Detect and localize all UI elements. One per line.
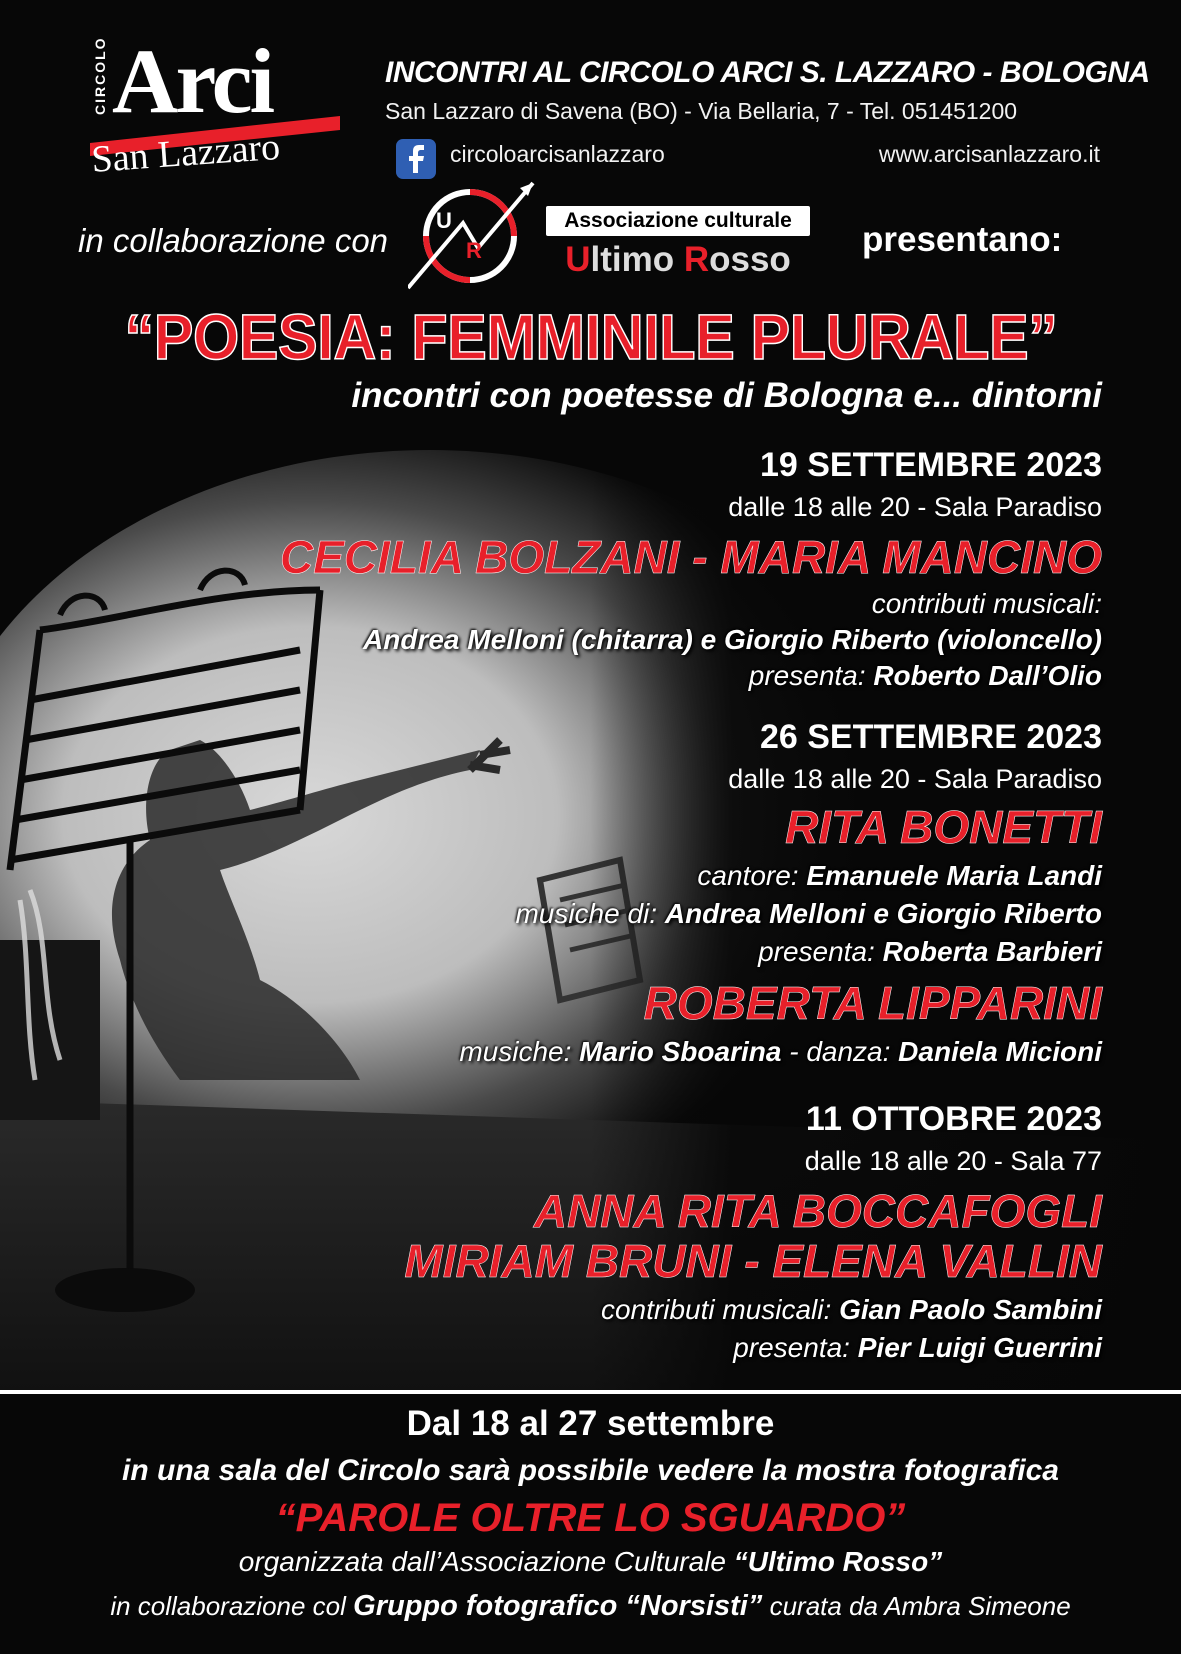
event-3-time: dalle 18 alle 20 - Sala 77 (804, 1146, 1102, 1176)
presenting-label: presentano: (862, 220, 1063, 259)
event-2-singer-label: cantore: (697, 860, 807, 891)
event-1-presenter: Roberto Dall’Olio (873, 660, 1102, 691)
collaboration-intro: in collaborazione con (78, 222, 389, 259)
event-1-time: dalle 18 alle 20 - Sala Paradiso (728, 492, 1102, 522)
event-1-names: CECILIA BOLZANI - MARIA MANCINO (280, 531, 1102, 583)
event-2-presenter: Roberta Barbieri (882, 936, 1102, 967)
event-3-music: Gian Paolo Sambini (839, 1294, 1102, 1325)
logo-circolo: CIRCOLO (92, 36, 108, 115)
footer-collab-group: Gruppo fotografico “Norsisti” (353, 1590, 763, 1622)
assoc-part2: osso (709, 240, 791, 279)
event-3-line-2 (102, 1332, 1102, 1364)
event-3-names: ANNA RITA BOCCAFOGLI (533, 1185, 1102, 1237)
header-title: INCONTRI AL CIRCOLO ARCI S. LAZZARO - BOLOGNA (385, 56, 1150, 89)
event-3-date: 11 OTTOBRE 2023 (805, 1100, 1102, 1138)
footer-curator: curata da Ambra Simeone (762, 1591, 1071, 1621)
event-2-dance: Daniela Micioni (898, 1036, 1102, 1067)
event-3-presenter-label: presenta: (733, 1332, 858, 1363)
event-3-names-2: MIRIAM BRUNI - ELENA VALLIN (404, 1235, 1102, 1287)
event-2-music: Andrea Melloni e Giorgio Riberto (664, 898, 1102, 929)
association-label: Associazione culturale (546, 206, 810, 236)
event-1-line-2: Andrea Melloni (chitarra) e Giorgio Riberto (violoncello) (363, 624, 1102, 655)
main-title: “POESIA: FEMMINILE PLURALE” (124, 301, 1058, 373)
event-2-music2: Mario Sboarina (579, 1036, 782, 1067)
footer-line-1: in una sala del Circolo sarà possibile vedere la mostra fotografica (122, 1454, 1059, 1487)
event-2-time: dalle 18 alle 20 - Sala Paradiso (728, 764, 1102, 794)
facebook-handle[interactable]: circoloarcisanlazzaro (450, 141, 665, 167)
assoc-part1: ltimo (590, 240, 684, 279)
header-address: San Lazzaro di Savena (BO) - Via Bellaria, 7 - Tel. 051451200 (385, 98, 1018, 124)
event-1-date: 19 SETTEMBRE 2023 (759, 446, 1102, 484)
logo-arci: Arci (112, 30, 273, 132)
event-2-line-4 (102, 1036, 1102, 1068)
facebook-icon (396, 139, 436, 179)
event-2-line-2 (102, 898, 1102, 930)
ur-logo-r: R (466, 238, 482, 263)
event-2-line-1 (102, 860, 1102, 892)
ur-logo-u: U (436, 208, 452, 233)
event-2-line-3 (102, 936, 1102, 968)
footer-line-2 (40, 1546, 1141, 1578)
footer-organizer: “Ultimo Rosso” (733, 1546, 943, 1577)
event-1-line-1: contributi musicali: (871, 588, 1102, 619)
subtitle: incontri con poetesse di Bologna e... dintorni (351, 376, 1102, 415)
event-2-singer: Emanuele Maria Landi (806, 860, 1102, 891)
event-2-music-label: musiche di: (515, 898, 665, 929)
association-name (546, 240, 810, 280)
event-1-presenter-label: presenta: (748, 660, 874, 691)
footer-collab-label: in collaborazione col (110, 1591, 354, 1621)
event-2-names: RITA BONETTI (785, 801, 1102, 853)
event-2-names-2: ROBERTA LIPPARINI (643, 977, 1102, 1029)
exhibit-title: “PAROLE OLTRE LO SGUARDO” (275, 1496, 906, 1540)
footer-line-3 (40, 1590, 1141, 1623)
logo-place: San Lazzaro (90, 125, 282, 181)
assoc-u: U (565, 240, 591, 279)
event-2-dance-label: danza: (806, 1036, 899, 1067)
footer-dates: Dal 18 al 27 settembre (406, 1404, 775, 1443)
assoc-r: R (683, 240, 710, 279)
footer-organizer-label: organizzata dall’Associazione Culturale (238, 1546, 734, 1577)
event-2-music2-label: musiche: (459, 1036, 580, 1067)
ultimo-rosso-logo (408, 178, 548, 293)
event-2-presenter-label: presenta: (758, 936, 883, 967)
event-3-presenter: Pier Luigi Guerrini (857, 1332, 1102, 1363)
website-link[interactable]: www.arcisanlazzaro.it (878, 141, 1100, 167)
footer-divider (0, 1390, 1181, 1394)
event-1-line-3 (102, 660, 1102, 692)
event-2-sep: - (781, 1036, 807, 1067)
event-3-line-1 (102, 1294, 1102, 1326)
event-3-music-label: contributi musicali: (600, 1294, 840, 1325)
arci-logo-text (90, 30, 350, 190)
event-2-date: 26 SETTEMBRE 2023 (759, 718, 1102, 756)
